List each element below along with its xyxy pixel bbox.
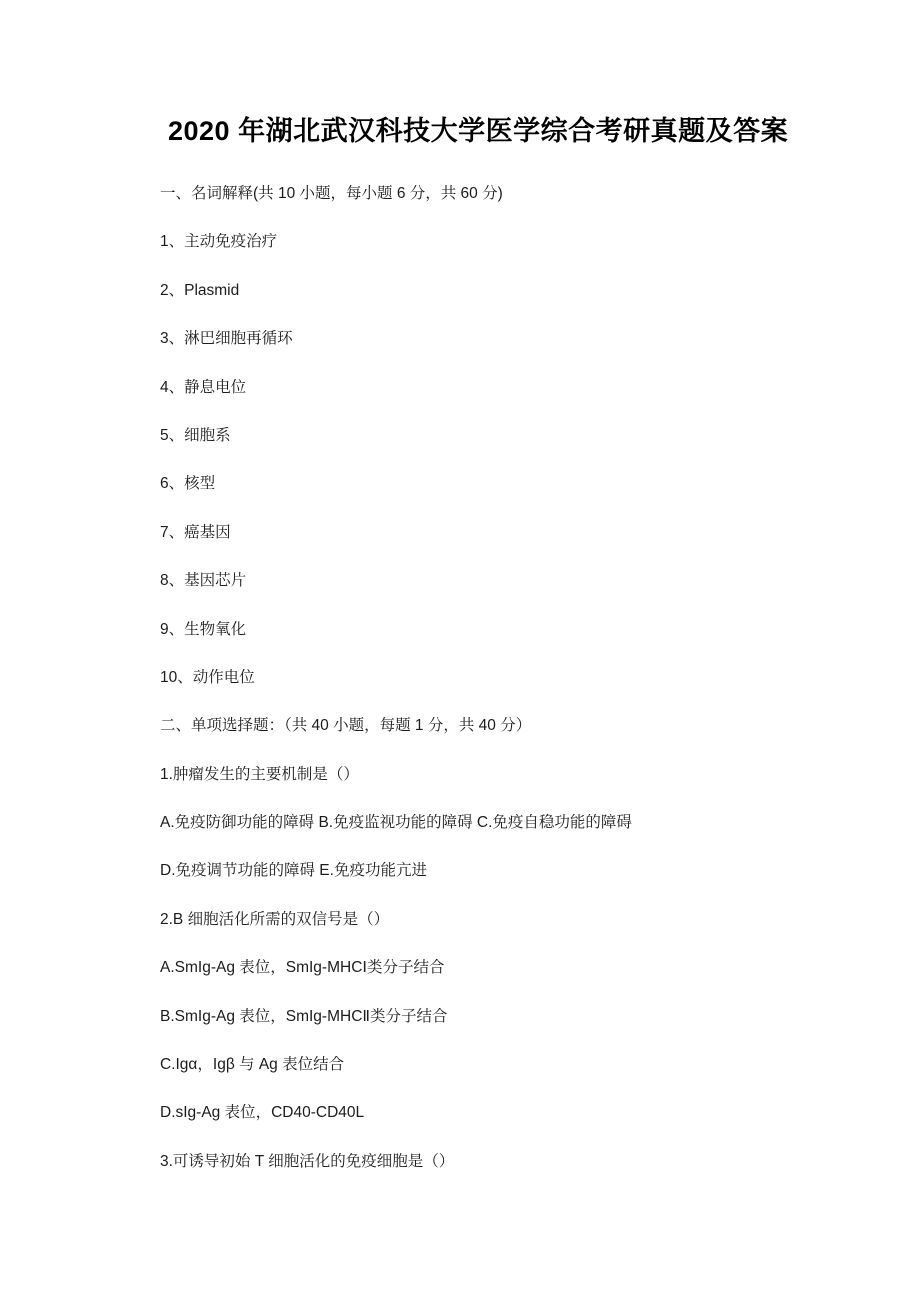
option-line: C.Igα，Igβ 与 Ag 表位结合 <box>160 1056 345 1074</box>
question-line: 1.肿瘤发生的主要机制是（） <box>160 765 359 783</box>
term-item: 7、癌基因 <box>160 523 231 541</box>
term-item: 4、静息电位 <box>160 378 247 396</box>
question-line: 3.可诱导初始 T 细胞活化的免疫细胞是（） <box>160 1152 455 1170</box>
term-item: 2、Plasmid <box>160 281 240 299</box>
section-heading-terms: 一、名词解释(共 10 小题，每小题 6 分，共 60 分) <box>160 185 503 202</box>
term-item: 10、动作电位 <box>160 668 255 686</box>
option-line: A.SmIg-Ag 表位，SmIg-MHCⅠ类分子结合 <box>160 959 445 977</box>
term-item: 8、基因芯片 <box>160 572 247 590</box>
option-line: B.SmIg-Ag 表位，SmIg-MHCⅡ类分子结合 <box>160 1007 448 1025</box>
option-line: A.免疫防御功能的障碍 B.免疫监视功能的障碍 C.免疫自稳功能的障碍 <box>160 814 632 832</box>
section-heading-choice: 二、单项选择题：（共 40 小题，每题 1 分，共 40 分） <box>160 717 532 735</box>
term-item: 5、细胞系 <box>160 426 231 444</box>
option-line: D.免疫调节功能的障碍 E.免疫功能亢进 <box>160 862 427 880</box>
document-title: 2020 年湖北武汉科技大学医学综合考研真题及答案 <box>168 116 789 146</box>
term-item: 3、淋巴细胞再循环 <box>160 330 293 348</box>
term-item: 1、主动免疫治疗 <box>160 233 278 251</box>
term-item: 9、生物氧化 <box>160 620 247 638</box>
question-line: 2.B 细胞活化所需的双信号是（） <box>160 910 390 928</box>
option-line: D.sIg-Ag 表位，CD40-CD40L <box>160 1104 365 1122</box>
term-item: 6、核型 <box>160 475 216 493</box>
